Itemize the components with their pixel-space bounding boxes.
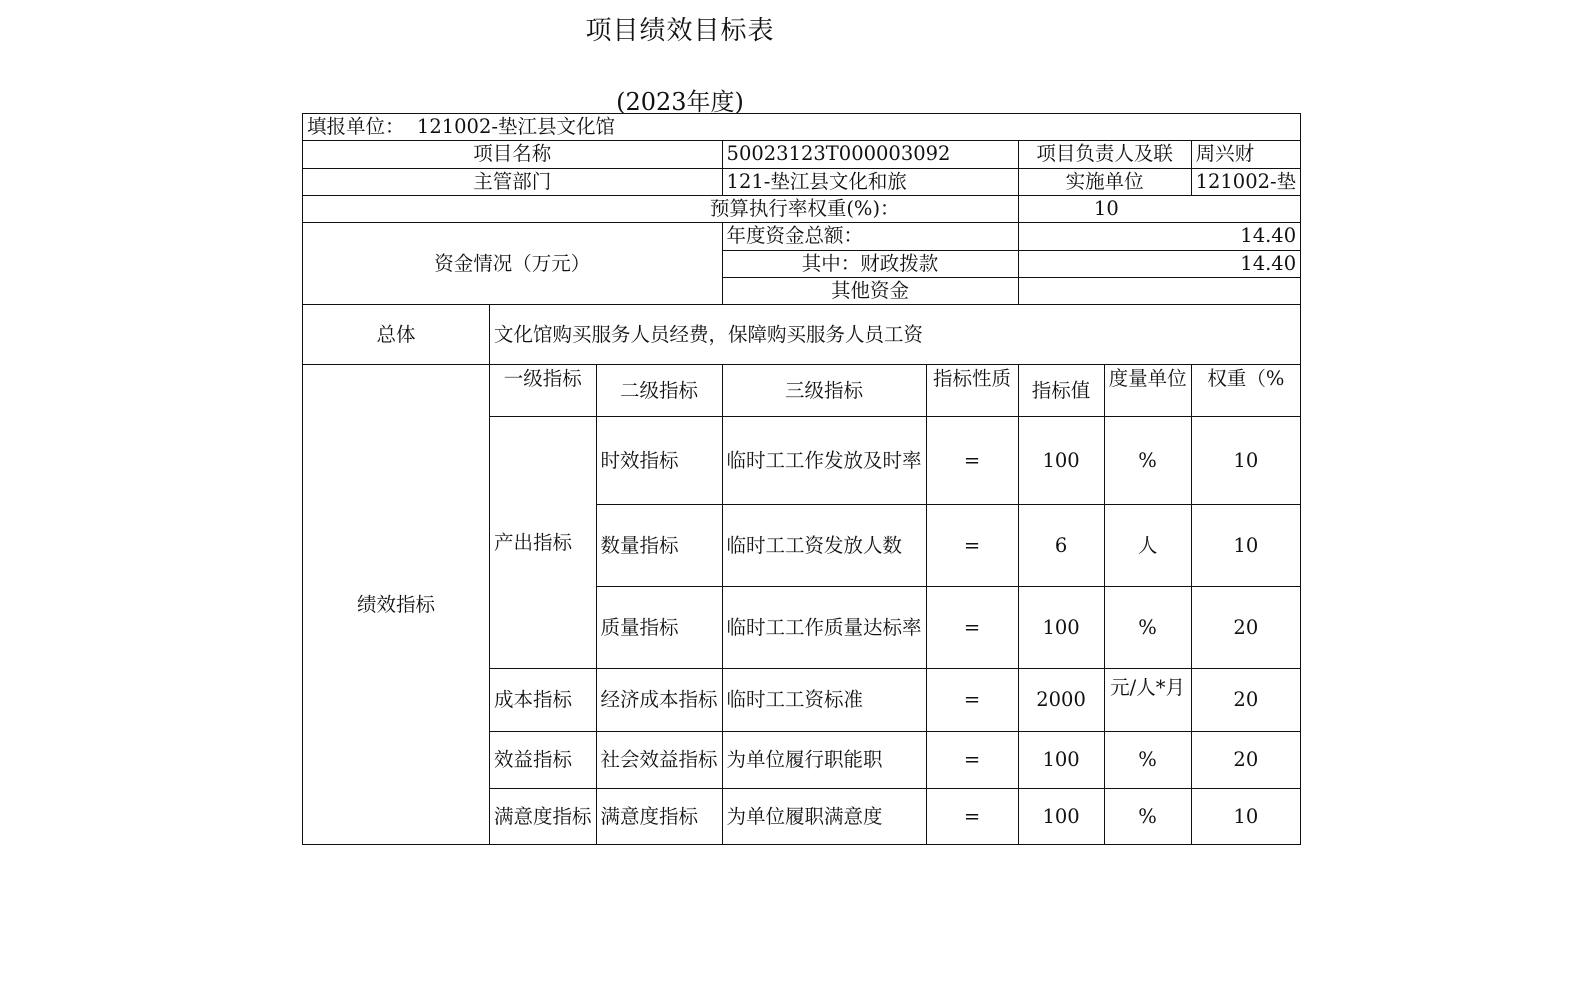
funds-total-value: 14.40 — [1018, 223, 1301, 250]
funds-other-value — [1018, 277, 1301, 304]
funds-fiscal-label: 其中：财政拨款 — [722, 250, 1018, 277]
project-leader-label: 项目负责人及联 — [1018, 141, 1191, 168]
level3-cell: 临时工工作发放及时率 — [722, 417, 926, 505]
weight-cell: 20 — [1191, 587, 1301, 669]
level1-output: 产出指标 — [490, 417, 597, 669]
nature-cell: = — [926, 505, 1018, 587]
value-cell: 100 — [1018, 732, 1104, 789]
level3-cell: 为单位履职满意度 — [722, 789, 926, 845]
level1-cost: 成本指标 — [490, 669, 597, 732]
level1-satisfaction: 满意度指标 — [490, 789, 597, 845]
level3-cell: 临时工工资发放人数 — [722, 505, 926, 587]
budget-weight-value: 10 — [1018, 195, 1301, 222]
header-level2: 二级指标 — [596, 365, 722, 417]
unit-cell: 元/人*月 — [1104, 669, 1191, 732]
header-weight: 权重（% — [1191, 365, 1301, 417]
nature-cell: = — [926, 587, 1018, 669]
weight-cell: 20 — [1191, 669, 1301, 732]
header-level1: 一级指标 — [490, 365, 597, 417]
header-unit: 度量单位 — [1104, 365, 1191, 417]
impl-unit-label: 实施单位 — [1018, 168, 1191, 195]
funds-other-label: 其他资金 — [722, 277, 1018, 304]
dept-label: 主管部门 — [303, 168, 723, 195]
nature-cell: = — [926, 417, 1018, 505]
header-nature: 指标性质 — [926, 365, 1018, 417]
project-name-label: 项目名称 — [303, 141, 723, 168]
weight-cell: 10 — [1191, 417, 1301, 505]
performance-target-table — [302, 113, 1301, 845]
value-cell: 6 — [1018, 505, 1104, 587]
level3-cell: 临时工工资标准 — [722, 669, 926, 732]
level2-cell: 数量指标 — [596, 505, 722, 587]
value-cell: 100 — [1018, 587, 1104, 669]
level3-cell: 为单位履行职能职 — [722, 732, 926, 789]
unit-cell: % — [1104, 417, 1191, 505]
dept-value: 121-垫江县文化和旅 — [722, 168, 1018, 195]
level2-cell: 满意度指标 — [596, 789, 722, 845]
level2-cell: 社会效益指标 — [596, 732, 722, 789]
value-cell: 100 — [1018, 417, 1104, 505]
level3-cell: 临时工工作质量达标率 — [722, 587, 926, 669]
level2-cell: 质量指标 — [596, 587, 722, 669]
unit-cell: % — [1104, 732, 1191, 789]
weight-cell: 20 — [1191, 732, 1301, 789]
overall-text: 文化馆购买服务人员经费，保障购买服务人员工资 — [490, 305, 1301, 365]
reporting-unit-row — [303, 114, 1301, 141]
level2-cell: 时效指标 — [596, 417, 722, 505]
funds-fiscal-value: 14.40 — [1018, 250, 1301, 277]
reporting-unit-value: 121002-垫江县文化馆 — [416, 115, 615, 138]
project-name-value: 50023123T000003092 — [722, 141, 1018, 168]
year-subtitle: (2023年度) — [616, 88, 744, 116]
funds-label: 资金情况（万元） — [303, 223, 723, 305]
nature-cell: = — [926, 789, 1018, 845]
overall-label: 总体 — [303, 305, 490, 365]
header-value: 指标值 — [1018, 365, 1104, 417]
project-leader-value: 周兴财 — [1191, 141, 1301, 168]
unit-cell: % — [1104, 587, 1191, 669]
funds-total-label: 年度资金总额： — [722, 223, 1018, 250]
level2-cell: 经济成本指标 — [596, 669, 722, 732]
perf-label: 绩效指标 — [303, 365, 490, 845]
impl-unit-value: 121002-垫 — [1191, 168, 1301, 195]
reporting-unit-label: 填报单位： — [307, 115, 405, 138]
unit-cell: % — [1104, 789, 1191, 845]
value-cell: 2000 — [1018, 669, 1104, 732]
weight-cell: 10 — [1191, 505, 1301, 587]
level1-benefit: 效益指标 — [490, 732, 597, 789]
budget-weight-label: 预算执行率权重(%)： — [303, 195, 1019, 222]
header-level3: 三级指标 — [722, 365, 926, 417]
page-title: 项目绩效目标表 — [585, 16, 775, 46]
weight-cell: 10 — [1191, 789, 1301, 845]
unit-cell: 人 — [1104, 505, 1191, 587]
value-cell: 100 — [1018, 789, 1104, 845]
nature-cell: = — [926, 669, 1018, 732]
nature-cell: = — [926, 732, 1018, 789]
